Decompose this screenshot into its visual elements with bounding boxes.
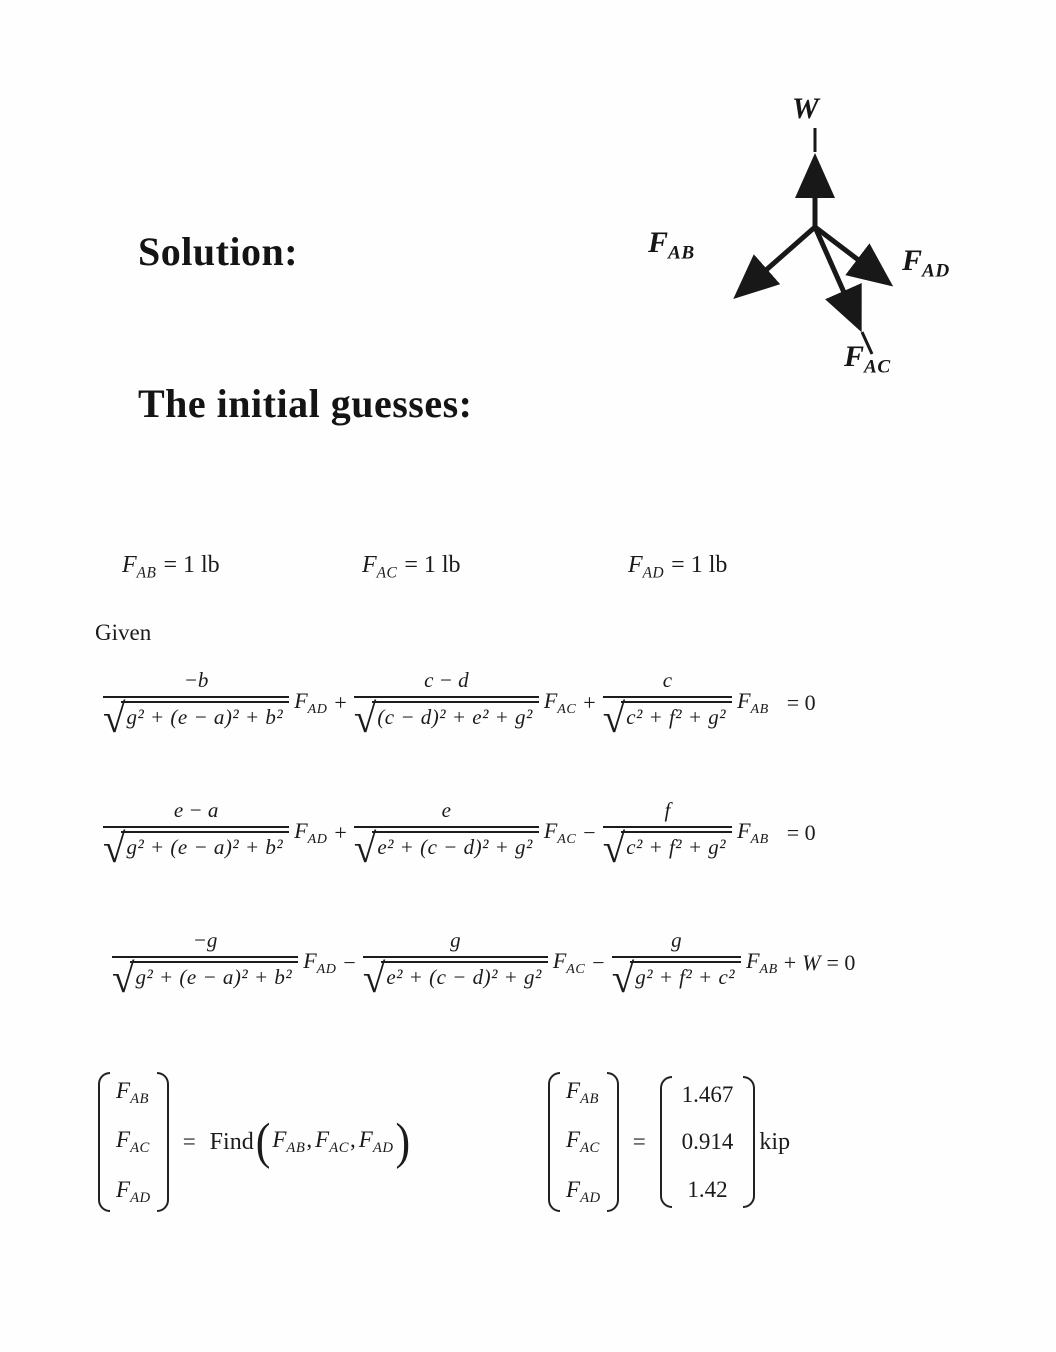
force-ab-arrow xyxy=(740,227,815,293)
radical-icon: √ xyxy=(112,956,135,1001)
operator: − xyxy=(583,819,596,845)
force-ac-subscript: AC xyxy=(864,356,891,378)
guess-fac-symbol: F xyxy=(362,552,377,578)
fraction xyxy=(602,798,732,871)
force-subscript: AC xyxy=(130,1140,150,1157)
fraction-denominator xyxy=(353,696,539,741)
radical-icon: √ xyxy=(353,826,377,871)
force-subscript: AD xyxy=(580,1189,601,1206)
vector-row xyxy=(566,1177,601,1206)
fraction-numerator: c xyxy=(662,668,673,692)
weight-label: W xyxy=(792,92,819,125)
guess-fac xyxy=(362,552,461,582)
force-coefficient xyxy=(737,818,769,848)
operator: + xyxy=(583,689,596,715)
force-subscript: AD xyxy=(130,1189,151,1206)
force-symbol: F xyxy=(543,817,558,843)
comma: , xyxy=(350,1126,356,1152)
vector-row xyxy=(566,1078,599,1107)
fraction-denominator xyxy=(103,696,289,741)
result-block xyxy=(548,1072,790,1212)
fraction-denominator xyxy=(362,956,548,1001)
radical-icon: √ xyxy=(362,956,386,1001)
right-paren-shape xyxy=(743,1076,755,1208)
tail-operator: + xyxy=(783,949,797,975)
force-symbol: F xyxy=(116,1127,131,1153)
vector-row xyxy=(566,1127,600,1156)
force-subscript: AB xyxy=(750,830,769,847)
find-solve-block xyxy=(98,1072,412,1212)
fraction xyxy=(103,668,289,741)
radicand: g² + (e − a)² + b² xyxy=(130,961,298,990)
fraction-denominator xyxy=(602,826,732,871)
fraction xyxy=(611,928,741,1001)
guess-fad-value: = 1 lb xyxy=(671,552,728,578)
fraction-numerator: g xyxy=(450,928,461,952)
force-coefficient xyxy=(737,688,769,718)
force-coefficient xyxy=(544,818,576,848)
fraction-numerator: f xyxy=(664,798,671,822)
force-coefficient xyxy=(294,688,327,718)
tail-variable: W xyxy=(802,949,821,975)
force-ad-label xyxy=(902,244,950,283)
force-ad-symbol: F xyxy=(902,244,923,277)
operator: + xyxy=(334,689,347,715)
equation-term xyxy=(353,798,603,871)
equation-term xyxy=(103,798,354,871)
unknowns-vector xyxy=(98,1072,169,1212)
force-subscript: AC xyxy=(557,830,577,847)
unknowns-vector xyxy=(548,1072,619,1212)
fraction-denominator xyxy=(112,956,298,1001)
result-vector xyxy=(660,1076,756,1208)
force-subscript: AB xyxy=(286,1140,306,1157)
force-symbol: F xyxy=(294,817,308,843)
fraction xyxy=(103,798,289,871)
fraction xyxy=(353,668,539,741)
force-symbol: F xyxy=(746,947,760,973)
fraction xyxy=(112,928,298,1001)
force-symbol: F xyxy=(566,1176,581,1202)
result-value: 1.42 xyxy=(687,1176,728,1202)
force-symbol: F xyxy=(552,947,567,973)
guess-fac-subscript: AC xyxy=(376,564,398,582)
operator: − xyxy=(592,949,605,975)
force-subscript: AB xyxy=(750,700,769,717)
unit-label: kip xyxy=(759,1128,791,1155)
guess-fad-subscript: AD xyxy=(642,564,665,582)
radical-icon: √ xyxy=(611,956,635,1001)
fraction xyxy=(353,798,539,871)
force-ab-label xyxy=(648,226,695,265)
force-coefficient xyxy=(303,948,336,978)
radicand: g² + (e − a)² + b² xyxy=(121,701,289,730)
right-paren-shape xyxy=(607,1072,619,1212)
force-subscript: AC xyxy=(580,1140,600,1157)
force-symbol: F xyxy=(737,687,751,713)
vector-row xyxy=(116,1177,151,1206)
radicand: e² + (c − d)² + g² xyxy=(372,831,539,860)
force-ac-label xyxy=(844,340,891,379)
right-paren-shape xyxy=(157,1072,169,1212)
equation-term xyxy=(602,798,769,871)
force-ab-symbol: F xyxy=(648,226,669,259)
guess-fab-subscript: AB xyxy=(136,564,157,582)
equation-term xyxy=(112,928,363,1001)
fraction xyxy=(602,668,732,741)
initial-guesses-heading: The initial guesses: xyxy=(138,381,473,426)
equation-rhs: = 0 xyxy=(826,949,856,975)
operator: − xyxy=(343,949,356,975)
force-subscript: AB xyxy=(580,1091,600,1108)
radicand: g² + (e − a)² + b² xyxy=(121,831,289,860)
equation-term xyxy=(353,668,603,741)
operator: + xyxy=(334,819,347,845)
vector-row xyxy=(116,1078,149,1107)
force-symbol: F xyxy=(566,1127,581,1153)
radicand: c² + f² + g² xyxy=(621,701,732,730)
left-paren-shape xyxy=(660,1076,672,1208)
force-symbol: F xyxy=(315,1126,330,1152)
force-symbol: F xyxy=(358,1126,373,1152)
force-coefficient xyxy=(746,948,778,978)
radical-icon: √ xyxy=(103,826,126,871)
equation-z xyxy=(112,928,856,1001)
force-symbol: F xyxy=(566,1078,581,1103)
open-paren: ( xyxy=(255,1113,271,1170)
guess-fab-symbol: F xyxy=(122,552,137,578)
force-symbol: F xyxy=(294,687,308,713)
solution-heading: Solution: xyxy=(138,229,299,274)
fraction-numerator: e − a xyxy=(173,798,219,822)
radical-icon: √ xyxy=(602,826,626,871)
force-ab-subscript: AB xyxy=(668,242,695,264)
close-paren: ) xyxy=(395,1113,411,1170)
fraction-numerator: g xyxy=(671,928,682,952)
force-symbol: F xyxy=(272,1126,287,1152)
force-coefficient xyxy=(544,688,576,718)
comma: , xyxy=(306,1126,313,1152)
force-subscript: AD xyxy=(307,830,328,847)
radicand: (c − d)² + e² + g² xyxy=(372,701,539,730)
fraction-denominator xyxy=(602,696,732,741)
left-paren-shape xyxy=(98,1072,110,1212)
equation-term xyxy=(602,668,769,741)
force-diagram xyxy=(628,88,1023,418)
fraction-numerator: −b xyxy=(183,668,209,692)
fraction-numerator: e xyxy=(441,798,451,822)
force-subscript: AC xyxy=(557,700,577,717)
radicand: c² + f² + g² xyxy=(621,831,732,860)
equals-sign: = xyxy=(632,1129,646,1154)
radical-icon: √ xyxy=(602,696,626,741)
force-subscript: AC xyxy=(329,1140,350,1157)
fraction-denominator xyxy=(353,826,539,871)
radicand: g² + f² + c² xyxy=(630,961,741,990)
force-symbol: F xyxy=(116,1176,131,1202)
fraction-numerator: −g xyxy=(192,928,218,952)
force-ad-subscript: AD xyxy=(922,260,950,282)
guess-fac-value: = 1 lb xyxy=(404,552,461,578)
guess-fad-symbol: F xyxy=(628,552,643,578)
force-coefficient xyxy=(294,818,327,848)
result-value: 1.467 xyxy=(681,1082,734,1107)
force-symbol: F xyxy=(543,687,558,713)
equation-term xyxy=(103,668,354,741)
equals-sign: = xyxy=(182,1129,196,1154)
force-subscript: AC xyxy=(566,960,586,977)
equation-rhs: = 0 xyxy=(786,689,816,715)
radical-icon: √ xyxy=(103,696,126,741)
force-subscript: AB xyxy=(130,1091,150,1108)
force-subscript: AD xyxy=(307,700,328,717)
radical-icon: √ xyxy=(353,696,377,741)
equation-term xyxy=(611,928,778,1001)
force-ac-symbol: F xyxy=(844,340,865,373)
fraction xyxy=(362,928,548,1001)
force-symbol: F xyxy=(737,817,751,843)
guess-fab xyxy=(122,552,220,582)
equation-rhs: = 0 xyxy=(786,819,816,845)
force-coefficient xyxy=(553,948,585,978)
result-value: 0.914 xyxy=(681,1129,734,1155)
left-paren-shape xyxy=(548,1072,560,1212)
guess-fab-value: = 1 lb xyxy=(163,552,220,578)
force-subscript: AB xyxy=(759,960,778,977)
equation-term xyxy=(362,928,612,1001)
fraction-denominator xyxy=(103,826,289,871)
find-function-label: Find xyxy=(209,1128,254,1155)
guess-fad xyxy=(628,552,727,582)
find-arguments xyxy=(272,1127,393,1157)
equation-y xyxy=(103,798,816,871)
force-subscript: AD xyxy=(316,960,337,977)
force-subscript: AD xyxy=(372,1140,394,1157)
given-label: Given xyxy=(95,620,152,645)
equation-x xyxy=(103,668,816,741)
force-symbol: F xyxy=(303,947,317,973)
radicand: e² + (c − d)² + g² xyxy=(381,961,548,990)
fraction-denominator xyxy=(611,956,741,1001)
fraction-numerator: c − d xyxy=(424,668,469,692)
force-symbol: F xyxy=(116,1078,131,1103)
vector-row xyxy=(116,1127,150,1156)
